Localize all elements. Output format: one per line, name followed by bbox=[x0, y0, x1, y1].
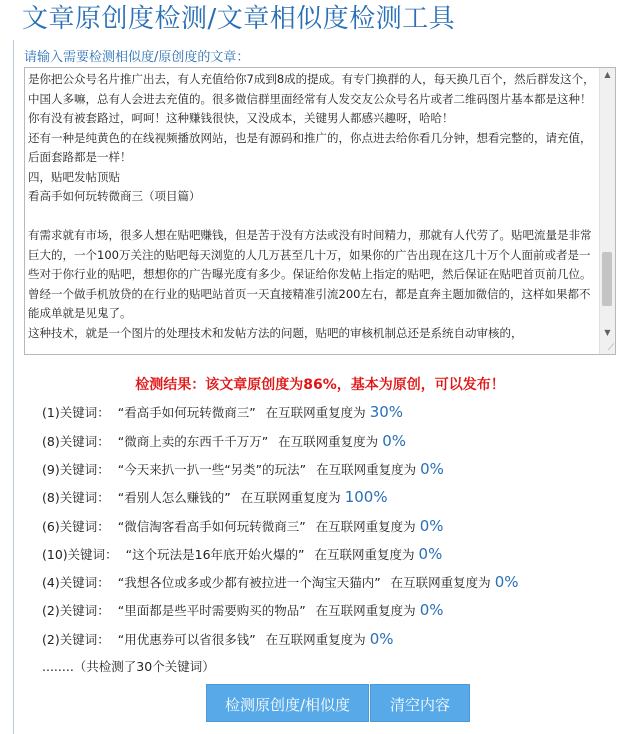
keyword-phrase: “看别人怎么赚钱的” bbox=[117, 490, 231, 505]
duplication-label: 在互联网重复度为 bbox=[265, 405, 366, 420]
keyword-index-label: (6)关键词： bbox=[42, 519, 110, 534]
scroll-up-arrow-icon[interactable]: ▲ bbox=[604, 70, 611, 79]
keyword-index-label: (10)关键词： bbox=[42, 547, 118, 562]
textarea-scrollbar[interactable] bbox=[599, 68, 615, 354]
keyword-result-row bbox=[42, 629, 393, 649]
duplication-label: 在互联网重复度为 bbox=[315, 603, 416, 618]
duplication-percent: 0% bbox=[369, 630, 394, 648]
duplication-label: 在互联网重复度为 bbox=[316, 462, 417, 477]
keyword-phrase: “用优惠券可以省很多钱” bbox=[117, 632, 256, 647]
clear-content-button[interactable]: 清空内容 bbox=[370, 684, 470, 722]
keyword-index-label: (1)关键词： bbox=[42, 405, 110, 420]
resize-handle-icon[interactable]: ⟋ bbox=[607, 343, 614, 353]
keyword-phrase: “里面都是些平时需要购买的物品” bbox=[117, 603, 306, 618]
keyword-summary: ........（共检测了30个关键词） bbox=[42, 659, 215, 674]
keyword-index-label: (9)关键词： bbox=[42, 462, 110, 477]
keyword-result-row bbox=[42, 431, 406, 451]
scrollbar-thumb[interactable] bbox=[602, 252, 612, 306]
keyword-phrase: “微信淘客看高手如何玩转微商三” bbox=[117, 519, 306, 534]
duplication-label: 在互联网重复度为 bbox=[278, 434, 379, 449]
duplication-label: 在互联网重复度为 bbox=[315, 519, 416, 534]
keyword-index-label: (2)关键词： bbox=[42, 603, 110, 618]
duplication-label: 在互联网重复度为 bbox=[314, 547, 415, 562]
keyword-phrase: “这个玩法是16年底开始火爆的” bbox=[125, 547, 305, 562]
duplication-percent: 30% bbox=[369, 403, 404, 421]
keyword-index-label: (8)关键词： bbox=[42, 434, 110, 449]
keyword-index-label: (4)关键词： bbox=[42, 575, 110, 590]
keyword-result-row bbox=[42, 544, 442, 564]
keyword-result-row bbox=[42, 516, 443, 536]
keyword-index-label: (2)关键词： bbox=[42, 632, 110, 647]
duplication-percent: 0% bbox=[418, 545, 443, 563]
article-textarea[interactable] bbox=[24, 67, 616, 355]
keyword-phrase: “微商上卖的东西千千万万” bbox=[117, 434, 269, 449]
scroll-down-arrow-icon[interactable]: ▼ bbox=[604, 328, 611, 337]
page-title: 文章原创度检测/文章相似度检测工具 bbox=[22, 4, 456, 34]
keyword-phrase: “看高手如何玩转微商三” bbox=[117, 405, 256, 420]
keyword-phrase: “今天来扒一扒一些“另类”的玩法” bbox=[117, 462, 307, 477]
check-originality-button[interactable]: 检测原创度/相似度 bbox=[206, 684, 369, 722]
keyword-phrase: “我想各位或多或少都有被拉进一个淘宝天猫内” bbox=[117, 575, 381, 590]
duplication-label: 在互联网重复度为 bbox=[265, 632, 366, 647]
keyword-result-row bbox=[42, 487, 388, 507]
keyword-result-row bbox=[42, 459, 444, 479]
duplication-percent: 0% bbox=[420, 460, 444, 478]
keyword-result-row bbox=[42, 572, 518, 592]
duplication-label: 在互联网重复度为 bbox=[390, 575, 491, 590]
keyword-index-label: (8)关键词： bbox=[42, 490, 110, 505]
input-prompt-label: 请输入需要检测相似度/原创度的文章： bbox=[24, 50, 250, 65]
duplication-percent: 0% bbox=[419, 517, 444, 535]
keyword-result-row bbox=[42, 402, 403, 422]
duplication-percent: 100% bbox=[344, 488, 388, 506]
duplication-percent: 0% bbox=[382, 432, 406, 450]
keyword-result-row bbox=[42, 600, 443, 620]
check-result-message: 检测结果：该文章原创度为86%，基本为原创，可以发布！ bbox=[135, 377, 505, 393]
duplication-label: 在互联网重复度为 bbox=[240, 490, 341, 505]
duplication-percent: 0% bbox=[419, 601, 444, 619]
article-text[interactable]: 是你把公众号名片推广出去，有人充值给你7成到8成的提成。有专门换群的人，每天换几百个，然后群发这个，中国人多嘛，总有人会进去充值的。很多微信群里面经常有人发交友公众号名片或者二维码图片基本都是这种！ 你有没有被套路过，呵呵！这种赚钱很快，又没成本，关键男人都感兴趣呀，哈哈！ 还有一种是纯黄色的在线视频播放网站，也是有源码和推广的，你点进去给你看几分钟，想看完整的，请充值，后面套路都是一样！ 四，贴吧发帖顶贴 看高手如何玩转微商三（项目篇） 有需求就有市场，很多人想在贴吧赚钱，但是苦于没有方法或没有时间精力，那就有人代劳了。贴吧流量是非常巨大的，一个100万关注的贴吧每天浏览的人几万甚至几十万，如果你的广告出现在这几十万个人面前或者是一些对于你行业的贴吧，想想你的广告曝光度有多少。保证给你发帖上指定的贴吧，然后保证在贴吧首页前几位。曾经一个做手机放贷的在行业的贴吧站首页一天直接精准引流200左右，都是直奔主题加微信的，这样如果都不能成单就是见鬼了。 这种技术，就是一个图片的处理技术和发帖方法的问题，贴吧的审核机制总还是系统自动审核的， bbox=[28, 72, 595, 340]
duplication-percent: 0% bbox=[494, 573, 519, 591]
